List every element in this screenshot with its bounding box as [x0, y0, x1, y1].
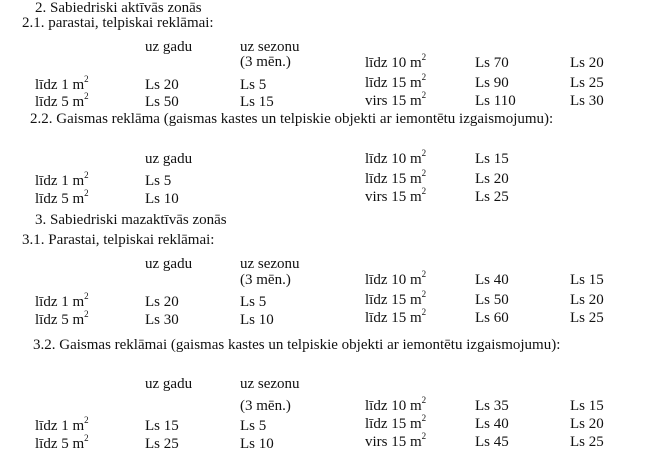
size-label: līdz 15 $m^2$: [365, 307, 427, 326]
price: Ls 5: [145, 173, 172, 189]
col-year: uz gadu: [145, 151, 193, 167]
section-3-2-paragraph: 3.2. Gaismas reklāmai (gaismas kastes un telpiskie objekti ar iemontētu izgaismojumu):: [33, 337, 561, 353]
price: Ls 10: [240, 436, 274, 452]
price: Ls 30: [570, 93, 604, 109]
price: Ls 25: [145, 436, 179, 452]
size-label: līdz 10 $m^2$: [365, 52, 427, 71]
col-season-note: (3 mēn.): [240, 272, 291, 288]
size-label: līdz 1 $m^2$: [35, 291, 89, 310]
size-label: virs 15 $m^2$: [365, 186, 427, 205]
price: Ls 60: [475, 310, 509, 326]
price: Ls 40: [475, 272, 509, 288]
section-2-1-heading: 2.1. parastai, telpiskai reklāmai:: [22, 15, 214, 31]
size-label: līdz 10 $m^2$: [365, 395, 427, 414]
section-2-2-paragraph: 2.2. Gaismas reklāma (gaismas kastes un telpiskie objekti ar iemontētu izgaismojumu):: [30, 111, 554, 127]
price: Ls 20: [145, 77, 179, 93]
price: Ls 25: [475, 189, 509, 205]
price: Ls 20: [570, 292, 604, 308]
col-season: uz sezonu: [240, 256, 300, 272]
size-label: līdz 1 $m^2$: [35, 415, 89, 434]
size-label: līdz 5 $m^2$: [35, 188, 89, 207]
size-label: līdz 5 $m^2$: [35, 433, 89, 452]
price: Ls 45: [475, 434, 509, 450]
price: Ls 15: [570, 398, 604, 414]
col-year: uz gadu: [145, 39, 193, 55]
price: Ls 35: [475, 398, 509, 414]
size-label: līdz 5 $m^2$: [35, 309, 89, 328]
col-year: uz gadu: [145, 376, 193, 392]
price: Ls 5: [240, 77, 267, 93]
price: Ls 40: [475, 416, 509, 432]
price: Ls 20: [145, 294, 179, 310]
price: Ls 10: [145, 191, 179, 207]
price: Ls 15: [475, 151, 509, 167]
price: Ls 20: [570, 55, 604, 71]
col-season: uz sezonu: [240, 39, 300, 55]
price: Ls 110: [475, 93, 516, 109]
price: Ls 5: [240, 418, 267, 434]
size-label: virs 15 $m^2$: [365, 90, 427, 109]
col-season: uz sezonu: [240, 376, 300, 392]
size-label: līdz 10 $m^2$: [365, 148, 427, 167]
size-label: līdz 1 $m^2$: [35, 170, 89, 189]
section-2-heading: 2. Sabiedriski aktīvās zonās: [35, 0, 202, 16]
price: Ls 30: [145, 312, 179, 328]
price: Ls 50: [475, 292, 509, 308]
price: Ls 20: [475, 171, 509, 187]
section-3-heading: 3. Sabiedriski mazaktīvās zonās: [35, 212, 227, 228]
price: Ls 70: [475, 55, 509, 71]
size-label: līdz 15 $m^2$: [365, 168, 427, 187]
price: Ls 15: [570, 272, 604, 288]
size-label: līdz 15 $m^2$: [365, 413, 427, 432]
price: Ls 25: [570, 310, 604, 326]
col-year: uz gadu: [145, 256, 193, 272]
section-3-1-heading: 3.1. Parastai, telpiskai reklāmai:: [22, 232, 215, 248]
size-label: līdz 10 $m^2$: [365, 269, 427, 288]
price: Ls 20: [570, 416, 604, 432]
price: Ls 50: [145, 94, 179, 110]
size-label: līdz 15 $m^2$: [365, 72, 427, 91]
price: Ls 15: [145, 418, 179, 434]
size-label: līdz 15 $m^2$: [365, 289, 427, 308]
col-season-note: (3 mēn.): [240, 54, 291, 70]
price: Ls 25: [570, 434, 604, 450]
price: Ls 5: [240, 294, 267, 310]
price: Ls 15: [240, 94, 274, 110]
size-label: līdz 1 $m^2$: [35, 74, 89, 93]
price: Ls 25: [570, 75, 604, 91]
price: Ls 10: [240, 312, 274, 328]
col-season-note: (3 mēn.): [240, 398, 291, 414]
size-label: virs 15 $m^2$: [365, 431, 427, 450]
price: Ls 90: [475, 75, 509, 91]
size-label: līdz 5 $m^2$: [35, 91, 89, 110]
